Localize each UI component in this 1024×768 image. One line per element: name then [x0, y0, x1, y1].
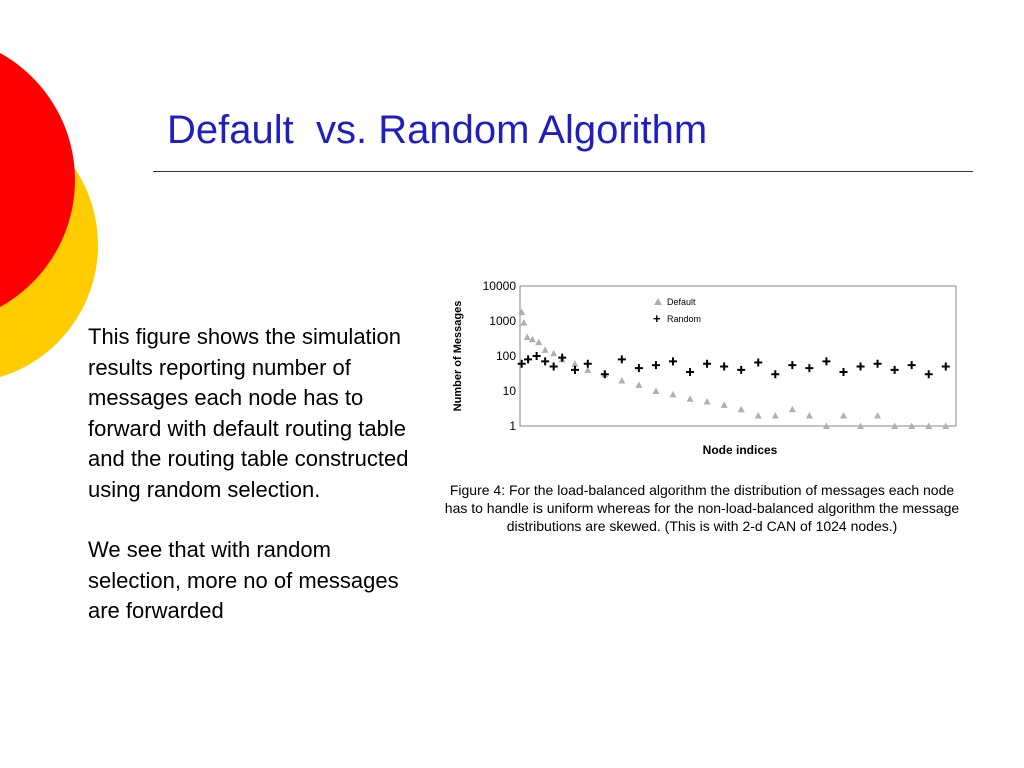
body-text: [88, 322, 418, 657]
y-tick-label: 100: [495, 349, 516, 363]
title-divider: [153, 171, 973, 172]
plot-area: [520, 286, 956, 426]
paragraph-2: We see that with random selection, more no of messages are forwarded: [88, 537, 399, 623]
figure-caption: Figure 4: For the load-balanced algorithm the distribution of messages each node has to handle is uniform whereas for the non-load-balanced algorithm the message distributions are skewed. (This is with 2-d CAN of 1024 nodes.): [444, 482, 960, 534]
y-tick-label: 1: [509, 419, 516, 433]
legend-default-label: Default: [667, 297, 696, 307]
paragraph-1: This figure shows the simulation results reporting number of messages each node has to forward with default routing table and the routing table constructed using random selection.: [88, 324, 409, 502]
y-tick-label: 10: [502, 384, 516, 398]
y-tick-label: 1000: [489, 314, 516, 328]
x-axis-label: Node indices: [702, 443, 778, 457]
legend-random-marker: +: [653, 311, 661, 326]
slide-title: Default vs. Random Algorithm: [167, 108, 708, 152]
y-axis-label: Number of Messages: [452, 300, 464, 412]
legend-random-label: Random: [667, 314, 702, 324]
y-tick-label: 10000: [482, 279, 516, 293]
